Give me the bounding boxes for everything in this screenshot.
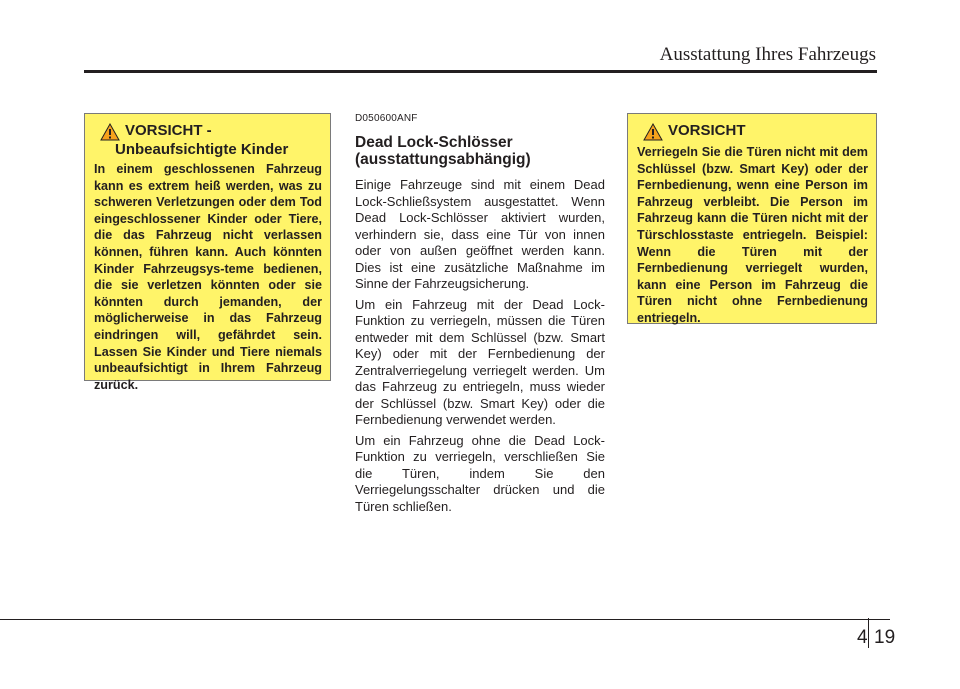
caution-header [643,122,868,141]
section-heading: Dead Lock-Schlösser (ausstattungsabhängig) [355,134,531,168]
main-column [355,110,605,519]
paragraph: Um ein Fahrzeug ohne die Dead Lock-Funktion zu verriegeln, verschließen Sie die Türen, indem Sie den Verriegelungsschalter drücken und die Türen schließen. [355,432,605,514]
paragraph: Einige Fahrzeuge sind mit einem Dead Lock-Schließsystem ausgestattet. Wenn Dead Lock-Schlösser aktiviert wurden, verhindern sie, dass eine Tür von innen oder von außen geöffnet werden kann. Dies ist eine zusätzliche Maßnahme im Sinne der Fahrzeugsicherung. [355,177,605,291]
page-number: 19 [874,627,896,648]
section-code: D050600ANF [355,113,418,124]
caution-text: Verriegeln Sie die Türen nicht mit dem Schlüssel (bzw. Smart Key) oder der Fernbedienung, wenn eine Person im Fahrzeug verbleibt. Die Person im Fahrzeug kann die Türen nicht mit der Türschlosstaste entriegeln. Beispiel: Wenn die Türen mit der Fernbedienung verriegelt wurden, kann eine Person im Fahrzeug die Türen nicht ohne Fernbedienung entriegeln. [637,145,868,325]
caution-subtitle: Unbeaufsichtigte Kinder [115,141,289,158]
caution-box-doors [627,113,877,324]
section-number: 4 [857,627,868,648]
footer-divider [0,619,890,620]
warning-triangle-icon [643,123,663,141]
page-number-divider [868,618,869,648]
paragraph: Um ein Fahrzeug mit der Dead Lock-Funktion zu verriegeln, müssen die Türen entweder mit dem Schlüssel (bzw. Smart Key) oder mit der Fernbedienung der Zentralverriegelung verriegelt werden. Um das Fahrzeug zu entriegeln, muss wieder der Schlüssel (bzw. Smart Key) oder die Fernbedienung verwendet werden. [355,296,605,427]
caution-title: VORSICHT [668,122,746,139]
caution-title: VORSICHT - [125,122,212,139]
caution-box-children [84,113,331,392]
caution-header [100,122,322,141]
caution-text: In einem geschlossenen Fahrzeug kann es extrem heiß werden, was zu schweren Verletzungen oder dem Tod eingeschlossener Kinder oder Tiere, die das Fahrzeug nicht verlassen können, führen kann. Auch könnten Kinder Fahrzeugsys-teme bedienen, die sie verletzen könnten oder sie könnten durch jemanden, der möglicherweise in das Fahrzeug eindringen will, gefährdet sein. Lassen Sie Kinder und Tiere niemals unbeaufsichtigt in Ihrem Fahrzeug zurück. [94,162,322,392]
header-divider [84,70,877,73]
warning-triangle-icon [100,123,120,141]
page-header-title: Ausstattung Ihres Fahrzeugs [659,44,876,65]
